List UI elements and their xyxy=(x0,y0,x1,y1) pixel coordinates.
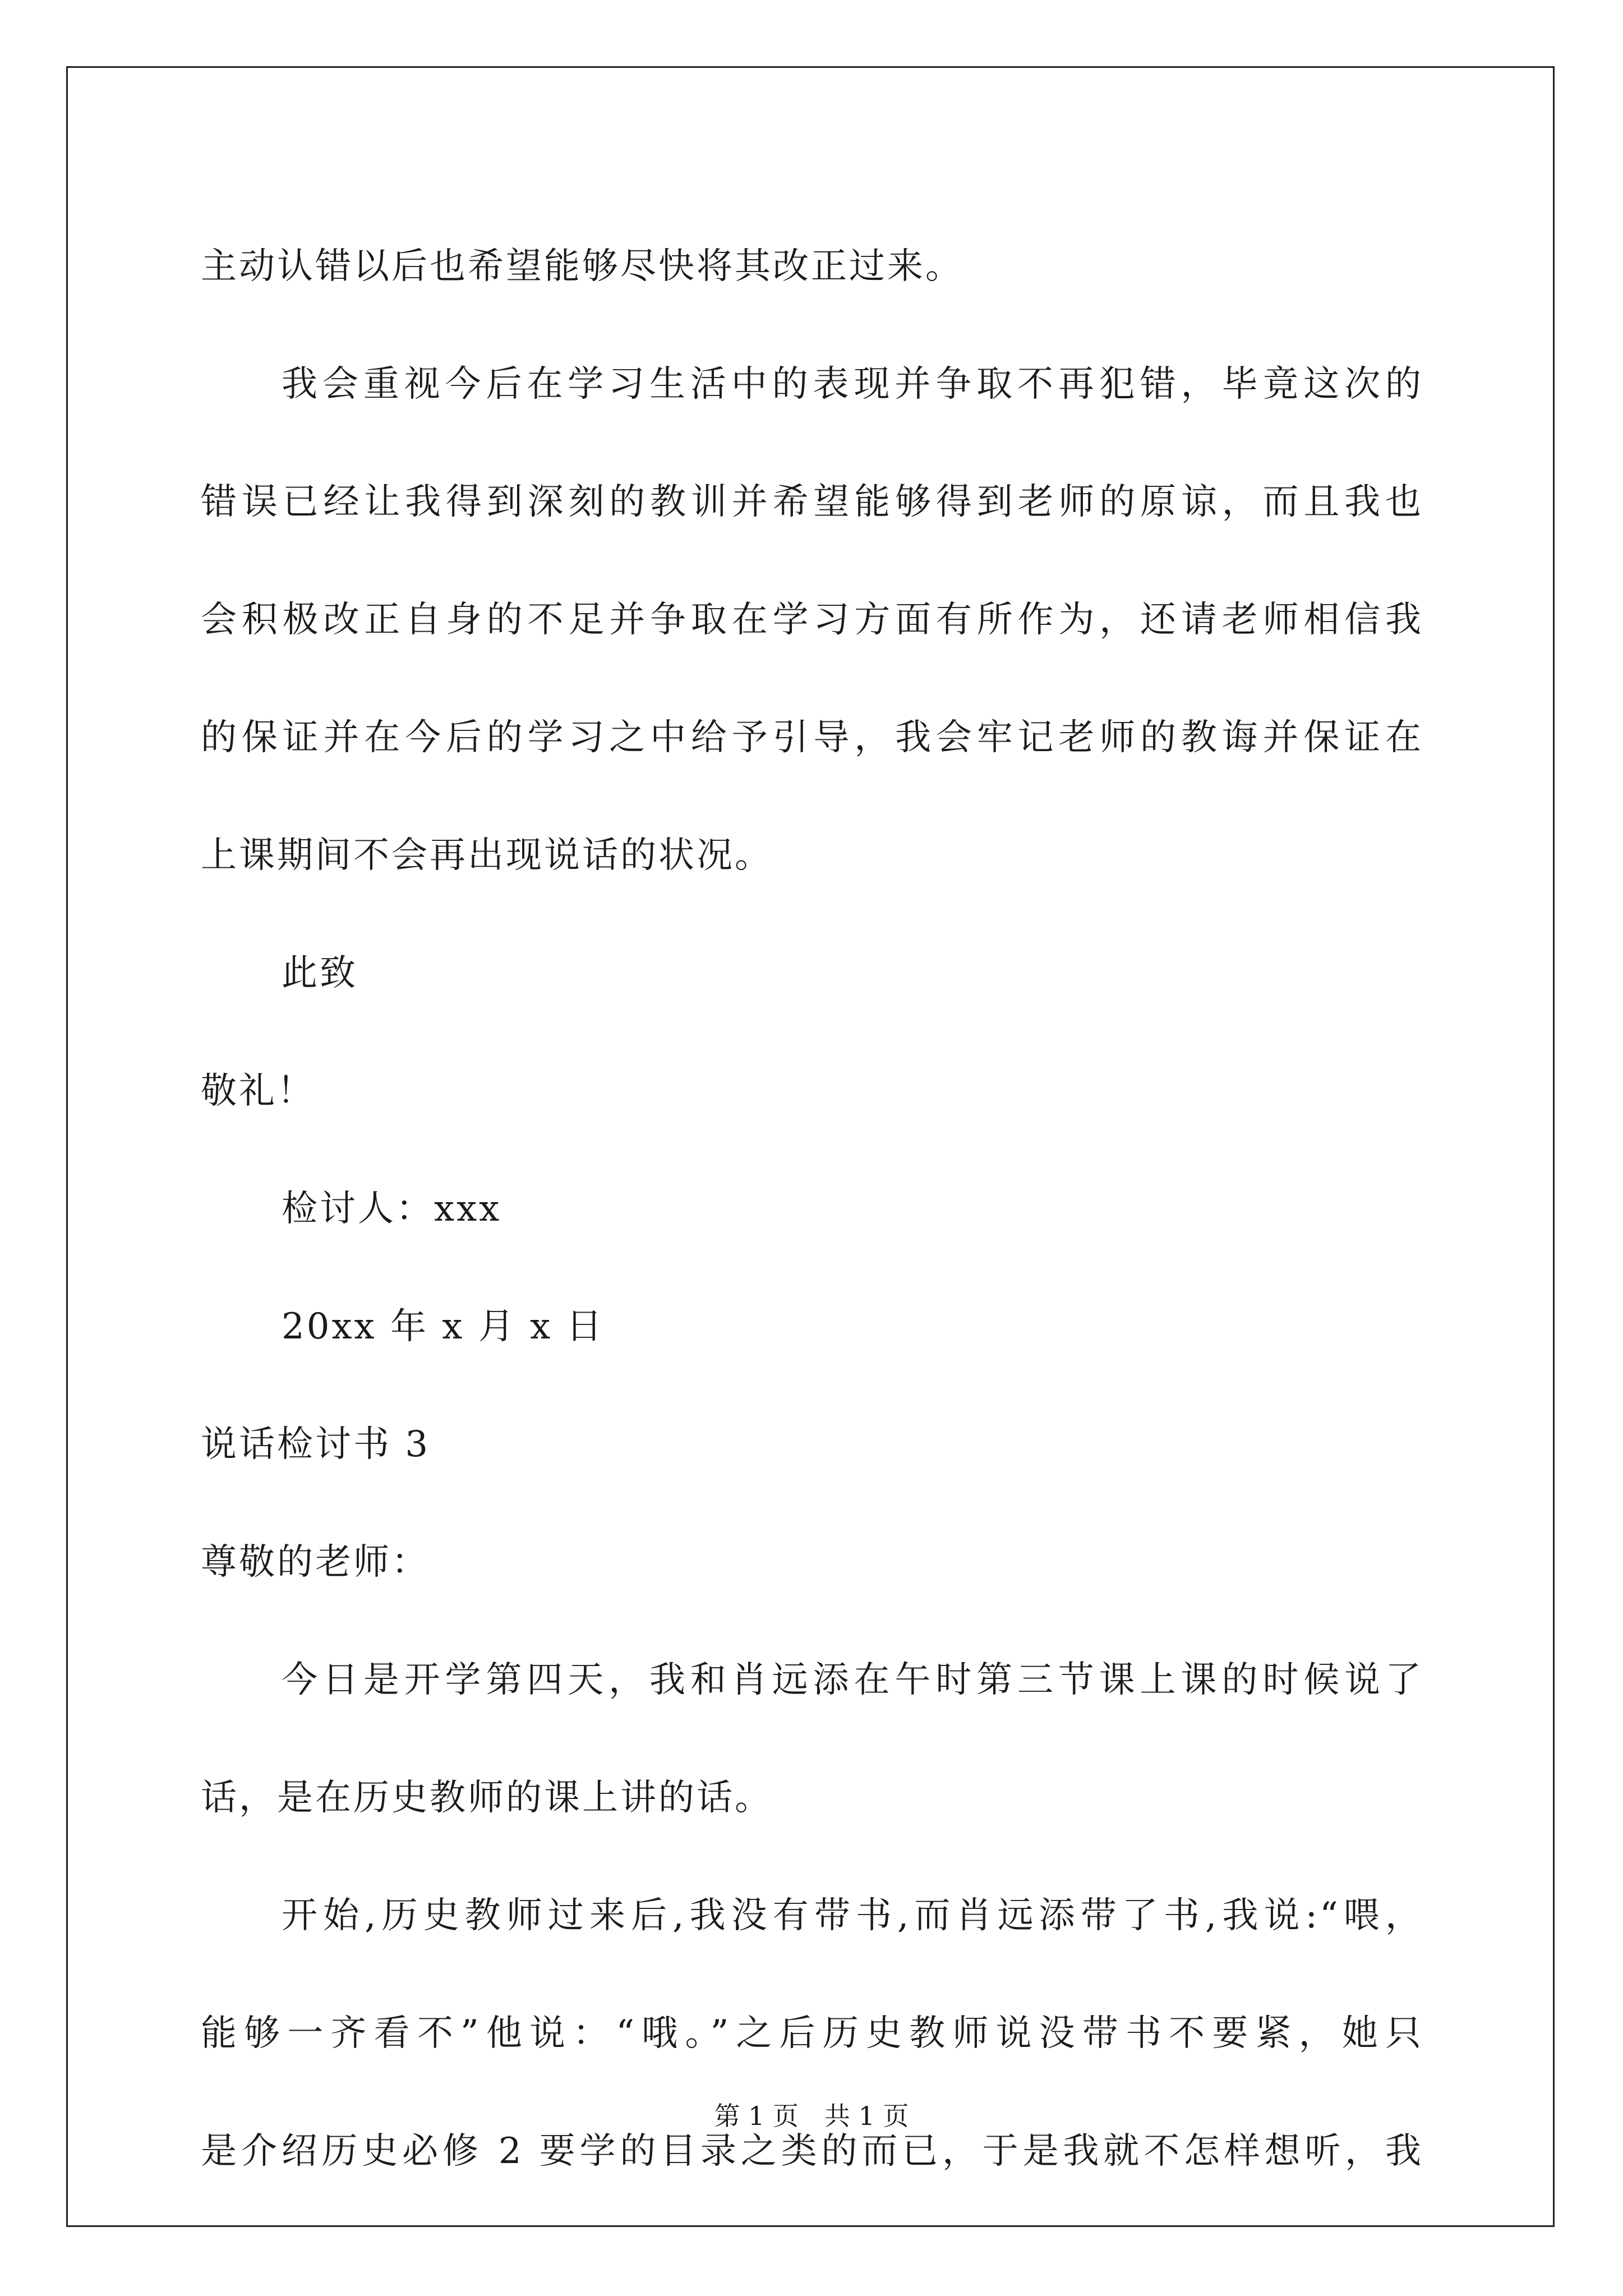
section-title: 说话检讨书 3 xyxy=(201,1424,431,1465)
text-line: 会积极改正自身的不足并争取在学习方面有所作为，还请老师相信我 xyxy=(201,599,1423,641)
text-line: 开始,历史教师过来后,我没有带书,而肖远添带了书,我说:“喂， xyxy=(282,1895,1423,1936)
greeting: 尊敬的老师： xyxy=(201,1542,430,1583)
text-line: 我会重视今后在学习生活中的表现并争取不再犯错，毕竟这次的 xyxy=(282,364,1423,405)
text-line: 主动认错以后也希望能够尽快将其改正过来。 xyxy=(201,246,963,287)
text-line: 能够一齐看不”他说：“哦。”之后历史教师说没带书不要紧，她只 xyxy=(201,2013,1423,2054)
text-line: 是介绍历史必修 2 要学的目录之类的而已，于是我就不怎样想听，我 xyxy=(201,2131,1423,2172)
text-line: 上课期间不会再出现说话的状况。 xyxy=(201,835,773,876)
signature-line: 检讨人：xxx xyxy=(282,1188,502,1230)
document-body xyxy=(201,208,1423,2210)
closing-regards: 敬礼！ xyxy=(201,1070,315,1112)
text-line: 的保证并在今后的学习之中给予引导，我会牢记老师的教诲并保证在 xyxy=(201,717,1423,758)
text-line: 话，是在历史教师的课上讲的话。 xyxy=(201,1777,773,1819)
text-line: 错误已经让我得到深刻的教训并希望能够得到老师的原谅，而且我也 xyxy=(201,481,1423,523)
text-line: 今日是开学第四天，我和肖远添在午时第三节课上课的时候说了 xyxy=(282,1659,1423,1701)
page-footer: 第 1 页 共 1 页 xyxy=(714,2101,909,2131)
closing-salutation: 此致 xyxy=(282,953,358,994)
date-line: 20xx 年 x 月 x 日 xyxy=(282,1306,605,1347)
